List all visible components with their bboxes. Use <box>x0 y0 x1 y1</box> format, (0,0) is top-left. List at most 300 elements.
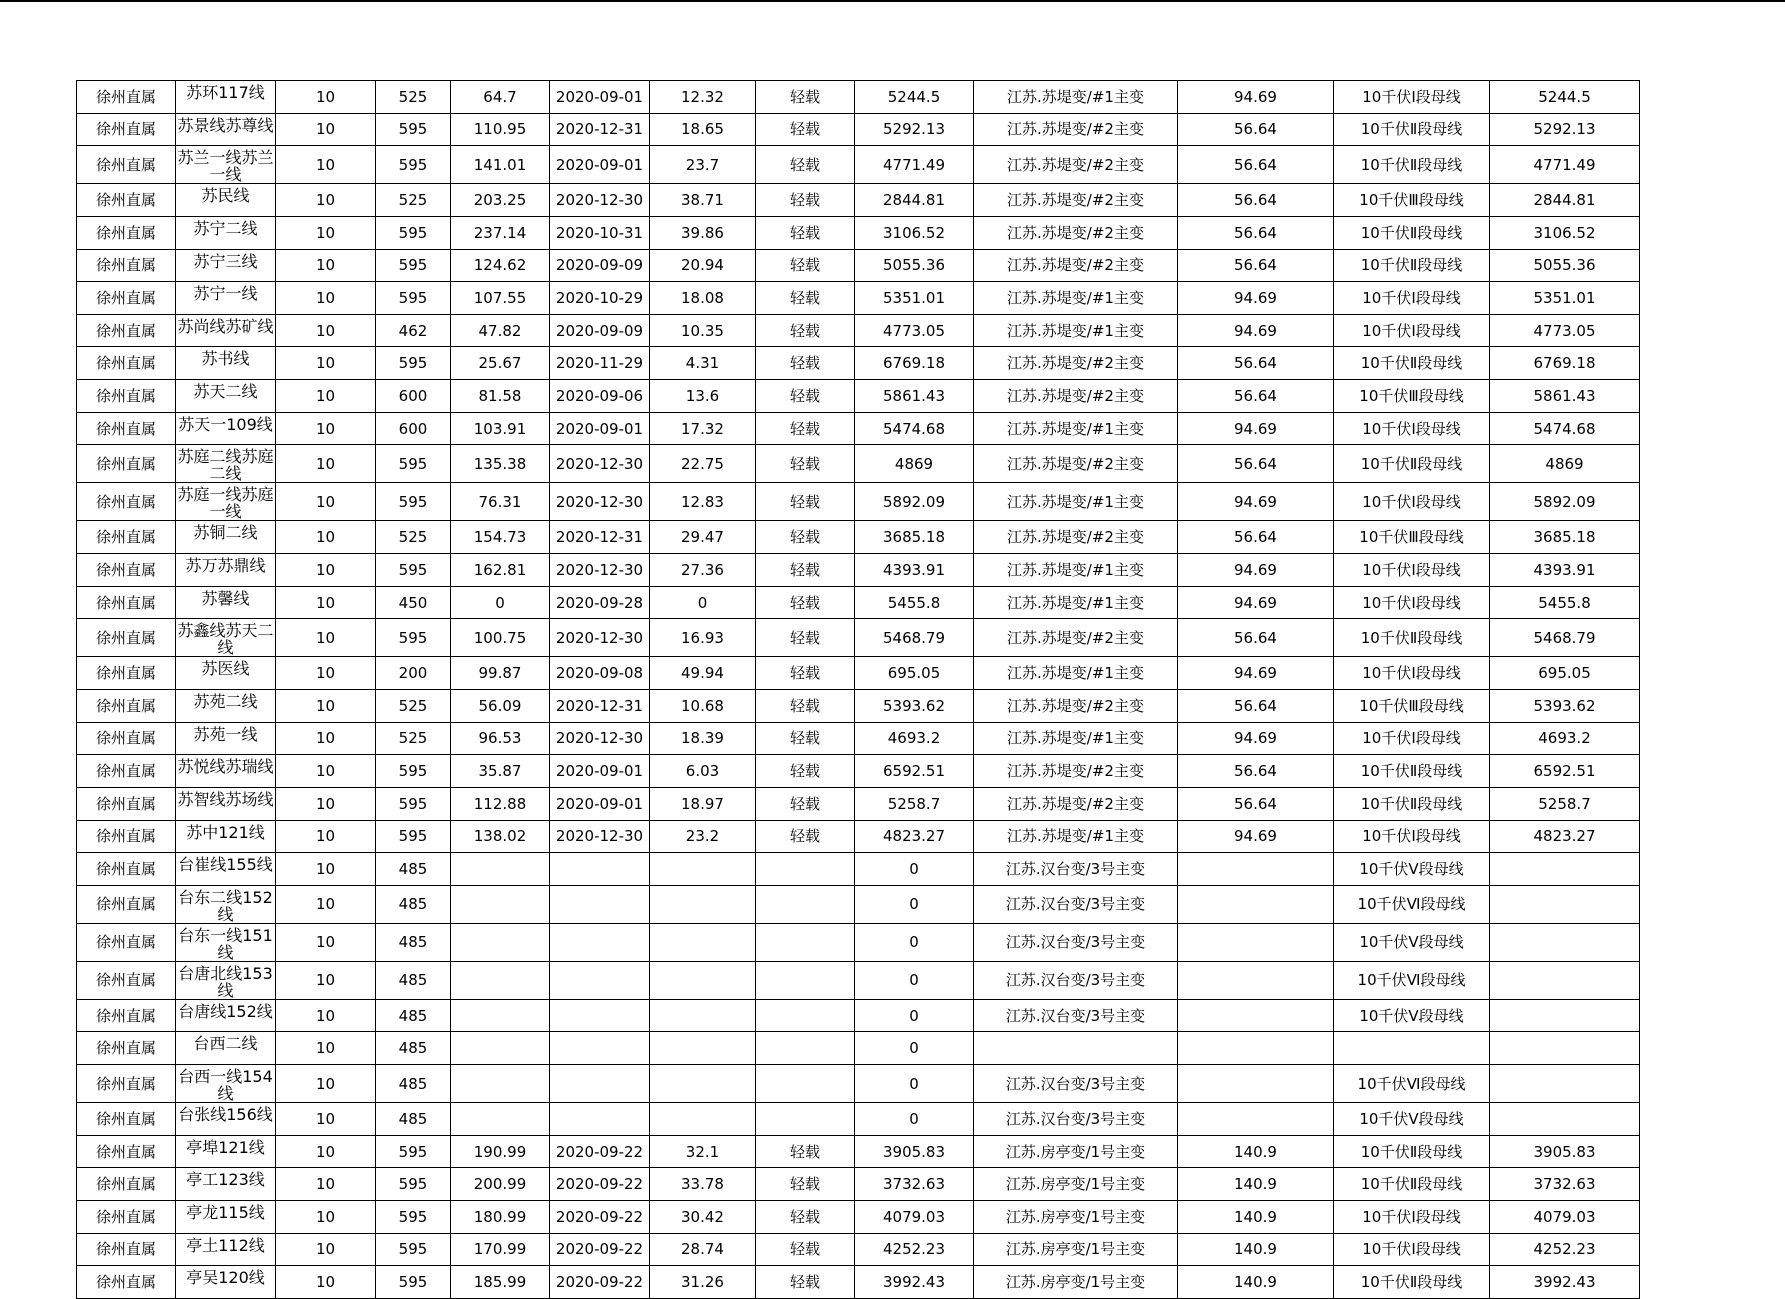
cell-transformer-rate: 94.69 <box>1178 722 1334 755</box>
cell-load-rate <box>650 1103 756 1136</box>
cell-max-load: 100.75 <box>451 619 550 657</box>
cell-branch: 徐州直属 <box>77 146 176 184</box>
cell-load-rate <box>650 1032 756 1065</box>
cell-transformer-rate: 56.64 <box>1178 787 1334 820</box>
cell-substation-transformer: 江苏.苏堤变/#1主变 <box>974 554 1178 587</box>
cell-voltage-kv: 10 <box>276 657 376 690</box>
table-row <box>77 820 1640 853</box>
cell-max-load: 103.91 <box>451 412 550 445</box>
cell-capacity: 600 <box>376 380 451 413</box>
cell-voltage-kv: 10 <box>276 923 376 961</box>
cell-substation-transformer: 江苏.苏堤变/#1主变 <box>974 586 1178 619</box>
cell-capacity: 450 <box>376 586 451 619</box>
cell-max-load-date: 2020-09-22 <box>550 1201 650 1234</box>
cell-rated-value: 0 <box>855 923 974 961</box>
cell-substation-transformer: 江苏.苏堤变/#1主变 <box>974 412 1178 445</box>
cell-max-load-date: 2020-09-01 <box>550 787 650 820</box>
cell-transformer-rate: 94.69 <box>1178 586 1334 619</box>
cell-max-load-date <box>550 999 650 1032</box>
cell-load-status: 轻载 <box>756 554 855 587</box>
cell-line: 苏宁一线 <box>176 282 276 315</box>
cell-line: 亭土112线 <box>176 1233 276 1266</box>
cell-load-rate: 13.6 <box>650 380 756 413</box>
cell-bus-section: 10千伏Ⅱ段母线 <box>1334 146 1490 184</box>
cell-voltage-kv: 10 <box>276 249 376 282</box>
cell-max-load-date <box>550 1065 650 1103</box>
cell-load-rate: 4.31 <box>650 347 756 380</box>
cell-transformer-rate <box>1178 1032 1334 1065</box>
cell-load-rate <box>650 853 756 886</box>
cell-transformer-rate <box>1178 853 1334 886</box>
cell-transformer-rate: 140.9 <box>1178 1201 1334 1234</box>
cell-line: 苏庭一线苏庭一线 <box>176 483 276 521</box>
table-row <box>77 619 1640 657</box>
cell-load-rate: 18.65 <box>650 113 756 146</box>
cell-rated-value: 4869 <box>855 445 974 483</box>
cell-branch: 徐州直属 <box>77 554 176 587</box>
cell-max-load-date: 2020-12-30 <box>550 722 650 755</box>
cell-voltage-kv: 10 <box>276 1135 376 1168</box>
cell-substation-transformer: 江苏.房亭变/1号主变 <box>974 1135 1178 1168</box>
table-row <box>77 923 1640 961</box>
cell-load-status: 轻载 <box>756 282 855 315</box>
cell-load-rate: 33.78 <box>650 1168 756 1201</box>
cell-branch: 徐州直属 <box>77 216 176 249</box>
cell-max-load: 47.82 <box>451 314 550 347</box>
table-row <box>77 961 1640 999</box>
cell-capacity: 595 <box>376 347 451 380</box>
cell-branch: 徐州直属 <box>77 347 176 380</box>
cell-rated-value: 6769.18 <box>855 347 974 380</box>
cell-capacity: 485 <box>376 999 451 1032</box>
cell-max-load-date <box>550 1103 650 1136</box>
cell-max-load-date: 2020-12-31 <box>550 689 650 722</box>
cell-load-rate: 23.2 <box>650 820 756 853</box>
cell-transformer-rate: 56.64 <box>1178 380 1334 413</box>
cell-rated-value: 5292.13 <box>855 113 974 146</box>
cell-voltage-kv: 10 <box>276 184 376 217</box>
cell-last-value: 4393.91 <box>1490 554 1640 587</box>
cell-line: 苏宁三线 <box>176 249 276 282</box>
cell-bus-section: 10千伏Ⅰ段母线 <box>1334 657 1490 690</box>
cell-transformer-rate: 140.9 <box>1178 1168 1334 1201</box>
cell-voltage-kv: 10 <box>276 113 376 146</box>
cell-capacity: 595 <box>376 1266 451 1299</box>
cell-max-load: 56.09 <box>451 689 550 722</box>
cell-max-load-date: 2020-09-01 <box>550 146 650 184</box>
cell-branch: 徐州直属 <box>77 722 176 755</box>
cell-last-value <box>1490 999 1640 1032</box>
table-row <box>77 1032 1640 1065</box>
cell-branch: 徐州直属 <box>77 314 176 347</box>
table-row <box>77 722 1640 755</box>
cell-rated-value: 4773.05 <box>855 314 974 347</box>
cell-line: 苏铜二线 <box>176 521 276 554</box>
cell-load-rate: 10.68 <box>650 689 756 722</box>
cell-max-load-date <box>550 923 650 961</box>
cell-max-load <box>451 1032 550 1065</box>
cell-max-load-date <box>550 853 650 886</box>
cell-bus-section: 10千伏Ⅱ段母线 <box>1334 445 1490 483</box>
cell-max-load-date: 2020-12-30 <box>550 820 650 853</box>
cell-bus-section: 10千伏Ⅰ段母线 <box>1334 820 1490 853</box>
cell-voltage-kv: 10 <box>276 483 376 521</box>
cell-substation-transformer: 江苏.苏堤变/#2主变 <box>974 184 1178 217</box>
cell-max-load: 25.67 <box>451 347 550 380</box>
cell-load-status <box>756 1065 855 1103</box>
cell-voltage-kv: 10 <box>276 961 376 999</box>
cell-load-status: 轻载 <box>756 722 855 755</box>
cell-rated-value: 2844.81 <box>855 184 974 217</box>
cell-rated-value: 5393.62 <box>855 689 974 722</box>
cell-load-status: 轻载 <box>756 216 855 249</box>
cell-substation-transformer: 江苏.汉台变/3号主变 <box>974 853 1178 886</box>
feeder-load-table <box>76 80 1640 1299</box>
cell-load-rate: 20.94 <box>650 249 756 282</box>
cell-last-value: 2844.81 <box>1490 184 1640 217</box>
cell-rated-value: 3106.52 <box>855 216 974 249</box>
cell-branch: 徐州直属 <box>77 483 176 521</box>
cell-transformer-rate: 94.69 <box>1178 820 1334 853</box>
cell-branch: 徐州直属 <box>77 184 176 217</box>
cell-substation-transformer: 江苏.苏堤变/#2主变 <box>974 755 1178 788</box>
cell-line: 苏馨线 <box>176 586 276 619</box>
table-row <box>77 554 1640 587</box>
cell-load-status: 轻载 <box>756 755 855 788</box>
cell-rated-value: 5468.79 <box>855 619 974 657</box>
cell-branch: 徐州直属 <box>77 113 176 146</box>
cell-line: 台唐北线153线 <box>176 961 276 999</box>
cell-max-load: 170.99 <box>451 1233 550 1266</box>
cell-rated-value: 695.05 <box>855 657 974 690</box>
cell-transformer-rate: 94.69 <box>1178 412 1334 445</box>
table-row <box>77 1168 1640 1201</box>
cell-transformer-rate: 56.64 <box>1178 445 1334 483</box>
cell-transformer-rate: 140.9 <box>1178 1266 1334 1299</box>
cell-max-load <box>451 923 550 961</box>
cell-last-value <box>1490 1103 1640 1136</box>
cell-voltage-kv: 10 <box>276 146 376 184</box>
cell-load-status <box>756 885 855 923</box>
cell-rated-value: 3905.83 <box>855 1135 974 1168</box>
cell-capacity: 600 <box>376 412 451 445</box>
cell-transformer-rate: 56.64 <box>1178 755 1334 788</box>
cell-branch: 徐州直属 <box>77 923 176 961</box>
cell-last-value: 5455.8 <box>1490 586 1640 619</box>
cell-line: 苏万苏鼎线 <box>176 554 276 587</box>
cell-load-status: 轻载 <box>756 1201 855 1234</box>
cell-transformer-rate: 56.64 <box>1178 521 1334 554</box>
cell-line: 苏苑二线 <box>176 689 276 722</box>
cell-load-status <box>756 1032 855 1065</box>
cell-rated-value: 5892.09 <box>855 483 974 521</box>
cell-voltage-kv: 10 <box>276 380 376 413</box>
cell-transformer-rate: 94.69 <box>1178 657 1334 690</box>
cell-voltage-kv: 10 <box>276 787 376 820</box>
table-row <box>77 1233 1640 1266</box>
cell-rated-value: 5055.36 <box>855 249 974 282</box>
table-row <box>77 657 1640 690</box>
table-row <box>77 146 1640 184</box>
cell-line: 台崔线155线 <box>176 853 276 886</box>
cell-load-status: 轻载 <box>756 1135 855 1168</box>
cell-branch: 徐州直属 <box>77 787 176 820</box>
cell-last-value: 5055.36 <box>1490 249 1640 282</box>
table-row <box>77 81 1640 114</box>
cell-last-value: 3905.83 <box>1490 1135 1640 1168</box>
cell-line: 亭工123线 <box>176 1168 276 1201</box>
cell-bus-section: 10千伏Ⅱ段母线 <box>1334 113 1490 146</box>
cell-load-status: 轻载 <box>756 249 855 282</box>
cell-branch: 徐州直属 <box>77 961 176 999</box>
cell-line: 台东一线151线 <box>176 923 276 961</box>
cell-max-load-date: 2020-12-30 <box>550 445 650 483</box>
table-row <box>77 999 1640 1032</box>
cell-capacity: 200 <box>376 657 451 690</box>
table-row <box>77 755 1640 788</box>
cell-load-status <box>756 999 855 1032</box>
cell-rated-value: 4823.27 <box>855 820 974 853</box>
cell-transformer-rate: 56.64 <box>1178 689 1334 722</box>
cell-load-status <box>756 1103 855 1136</box>
table-row <box>77 1266 1640 1299</box>
cell-line: 苏苑一线 <box>176 722 276 755</box>
cell-load-status: 轻载 <box>756 586 855 619</box>
cell-bus-section: 10千伏Ⅰ段母线 <box>1334 483 1490 521</box>
cell-load-status: 轻载 <box>756 445 855 483</box>
cell-voltage-kv: 10 <box>276 1266 376 1299</box>
cell-voltage-kv: 10 <box>276 853 376 886</box>
cell-capacity: 595 <box>376 554 451 587</box>
cell-line: 苏天一109线 <box>176 412 276 445</box>
cell-branch: 徐州直属 <box>77 1201 176 1234</box>
cell-substation-transformer: 江苏.苏堤变/#2主变 <box>974 787 1178 820</box>
cell-voltage-kv: 10 <box>276 521 376 554</box>
cell-max-load <box>451 999 550 1032</box>
table-row <box>77 412 1640 445</box>
cell-last-value: 5861.43 <box>1490 380 1640 413</box>
cell-capacity: 595 <box>376 113 451 146</box>
cell-last-value: 5468.79 <box>1490 619 1640 657</box>
cell-last-value: 695.05 <box>1490 657 1640 690</box>
cell-branch: 徐州直属 <box>77 1103 176 1136</box>
cell-branch: 徐州直属 <box>77 999 176 1032</box>
cell-voltage-kv: 10 <box>276 1032 376 1065</box>
cell-rated-value: 0 <box>855 853 974 886</box>
cell-capacity: 485 <box>376 1065 451 1103</box>
cell-last-value: 4771.49 <box>1490 146 1640 184</box>
cell-line: 苏医线 <box>176 657 276 690</box>
cell-substation-transformer: 江苏.苏堤变/#2主变 <box>974 445 1178 483</box>
cell-bus-section: 10千伏Ⅲ段母线 <box>1334 184 1490 217</box>
table-row <box>77 216 1640 249</box>
cell-branch: 徐州直属 <box>77 412 176 445</box>
cell-load-rate: 28.74 <box>650 1233 756 1266</box>
cell-load-status <box>756 961 855 999</box>
cell-branch: 徐州直属 <box>77 689 176 722</box>
cell-bus-section: 10千伏Ⅴ段母线 <box>1334 853 1490 886</box>
cell-line: 苏中121线 <box>176 820 276 853</box>
cell-load-status: 轻载 <box>756 657 855 690</box>
cell-rated-value: 5861.43 <box>855 380 974 413</box>
cell-line: 苏庭二线苏庭二线 <box>176 445 276 483</box>
cell-max-load-date: 2020-11-29 <box>550 347 650 380</box>
cell-capacity: 485 <box>376 885 451 923</box>
cell-last-value: 4869 <box>1490 445 1640 483</box>
cell-substation-transformer: 江苏.汉台变/3号主变 <box>974 1103 1178 1136</box>
cell-load-status: 轻载 <box>756 483 855 521</box>
cell-load-rate: 0 <box>650 586 756 619</box>
cell-last-value <box>1490 853 1640 886</box>
cell-bus-section: 10千伏Ⅰ段母线 <box>1334 282 1490 315</box>
table-row <box>77 1103 1640 1136</box>
cell-max-load <box>451 853 550 886</box>
cell-bus-section: 10千伏Ⅰ段母线 <box>1334 412 1490 445</box>
cell-capacity: 595 <box>376 755 451 788</box>
cell-line: 苏环117线 <box>176 81 276 114</box>
cell-bus-section: 10千伏Ⅰ段母线 <box>1334 1233 1490 1266</box>
cell-capacity: 525 <box>376 81 451 114</box>
cell-line: 亭吴120线 <box>176 1266 276 1299</box>
cell-max-load <box>451 1103 550 1136</box>
cell-load-rate: 18.97 <box>650 787 756 820</box>
cell-load-rate: 18.39 <box>650 722 756 755</box>
cell-last-value: 6769.18 <box>1490 347 1640 380</box>
cell-transformer-rate: 56.64 <box>1178 113 1334 146</box>
cell-max-load-date: 2020-12-31 <box>550 113 650 146</box>
cell-load-status: 轻载 <box>756 146 855 184</box>
cell-capacity: 525 <box>376 689 451 722</box>
cell-max-load: 162.81 <box>451 554 550 587</box>
cell-line: 苏景线苏尊线 <box>176 113 276 146</box>
cell-line: 台张线156线 <box>176 1103 276 1136</box>
table-row <box>77 184 1640 217</box>
cell-load-rate: 30.42 <box>650 1201 756 1234</box>
cell-max-load <box>451 885 550 923</box>
cell-transformer-rate: 94.69 <box>1178 483 1334 521</box>
cell-line: 苏兰一线苏兰一线 <box>176 146 276 184</box>
cell-capacity: 595 <box>376 619 451 657</box>
cell-bus-section: 10千伏Ⅵ段母线 <box>1334 885 1490 923</box>
cell-rated-value: 3992.43 <box>855 1266 974 1299</box>
cell-load-status: 轻载 <box>756 81 855 114</box>
cell-last-value <box>1490 923 1640 961</box>
cell-bus-section: 10千伏Ⅴ段母线 <box>1334 1103 1490 1136</box>
cell-substation-transformer: 江苏.苏堤变/#2主变 <box>974 521 1178 554</box>
cell-branch: 徐州直属 <box>77 755 176 788</box>
table-row <box>77 787 1640 820</box>
cell-max-load: 203.25 <box>451 184 550 217</box>
cell-substation-transformer: 江苏.苏堤变/#2主变 <box>974 689 1178 722</box>
table-row <box>77 1065 1640 1103</box>
table-row <box>77 885 1640 923</box>
cell-capacity: 462 <box>376 314 451 347</box>
cell-transformer-rate: 56.64 <box>1178 619 1334 657</box>
cell-voltage-kv: 10 <box>276 314 376 347</box>
table-row <box>77 314 1640 347</box>
cell-max-load: 185.99 <box>451 1266 550 1299</box>
cell-rated-value: 6592.51 <box>855 755 974 788</box>
cell-load-rate: 31.26 <box>650 1266 756 1299</box>
cell-bus-section: 10千伏Ⅰ段母线 <box>1334 314 1490 347</box>
cell-load-rate: 39.86 <box>650 216 756 249</box>
cell-voltage-kv: 10 <box>276 1201 376 1234</box>
cell-capacity: 595 <box>376 787 451 820</box>
cell-capacity: 595 <box>376 249 451 282</box>
cell-voltage-kv: 10 <box>276 999 376 1032</box>
cell-load-rate <box>650 1065 756 1103</box>
cell-max-load <box>451 1065 550 1103</box>
cell-rated-value: 0 <box>855 961 974 999</box>
cell-branch: 徐州直属 <box>77 820 176 853</box>
cell-max-load: 107.55 <box>451 282 550 315</box>
cell-branch: 徐州直属 <box>77 586 176 619</box>
cell-rated-value: 0 <box>855 999 974 1032</box>
cell-capacity: 595 <box>376 1135 451 1168</box>
cell-max-load: 76.31 <box>451 483 550 521</box>
cell-branch: 徐州直属 <box>77 1065 176 1103</box>
cell-voltage-kv: 10 <box>276 722 376 755</box>
cell-branch: 徐州直属 <box>77 853 176 886</box>
cell-branch: 徐州直属 <box>77 885 176 923</box>
cell-voltage-kv: 10 <box>276 586 376 619</box>
cell-branch: 徐州直属 <box>77 1135 176 1168</box>
cell-bus-section: 10千伏Ⅱ段母线 <box>1334 249 1490 282</box>
cell-max-load: 138.02 <box>451 820 550 853</box>
cell-load-status: 轻载 <box>756 521 855 554</box>
cell-transformer-rate: 94.69 <box>1178 554 1334 587</box>
cell-max-load-date: 2020-09-01 <box>550 755 650 788</box>
cell-load-rate: 29.47 <box>650 521 756 554</box>
cell-voltage-kv: 10 <box>276 1103 376 1136</box>
cell-max-load-date: 2020-09-08 <box>550 657 650 690</box>
cell-bus-section: 10千伏Ⅱ段母线 <box>1334 1266 1490 1299</box>
cell-capacity: 485 <box>376 961 451 999</box>
cell-load-status: 轻载 <box>756 347 855 380</box>
cell-transformer-rate: 94.69 <box>1178 282 1334 315</box>
cell-voltage-kv: 10 <box>276 689 376 722</box>
cell-bus-section: 10千伏Ⅰ段母线 <box>1334 554 1490 587</box>
table-row <box>77 586 1640 619</box>
cell-voltage-kv: 10 <box>276 347 376 380</box>
cell-last-value <box>1490 1065 1640 1103</box>
cell-max-load: 0 <box>451 586 550 619</box>
cell-bus-section: 10千伏Ⅲ段母线 <box>1334 689 1490 722</box>
cell-last-value: 5351.01 <box>1490 282 1640 315</box>
cell-last-value: 5393.62 <box>1490 689 1640 722</box>
cell-max-load-date: 2020-12-30 <box>550 619 650 657</box>
cell-rated-value: 4079.03 <box>855 1201 974 1234</box>
cell-line: 亭埠121线 <box>176 1135 276 1168</box>
cell-load-status: 轻载 <box>756 113 855 146</box>
cell-transformer-rate <box>1178 923 1334 961</box>
table-row <box>77 347 1640 380</box>
cell-bus-section: 10千伏Ⅲ段母线 <box>1334 521 1490 554</box>
cell-substation-transformer: 江苏.苏堤变/#2主变 <box>974 113 1178 146</box>
cell-load-rate <box>650 885 756 923</box>
cell-max-load: 112.88 <box>451 787 550 820</box>
cell-line: 苏书线 <box>176 347 276 380</box>
cell-load-rate: 18.08 <box>650 282 756 315</box>
cell-transformer-rate: 56.64 <box>1178 184 1334 217</box>
cell-bus-section: 10千伏Ⅴ段母线 <box>1334 923 1490 961</box>
cell-transformer-rate <box>1178 961 1334 999</box>
cell-substation-transformer: 江苏.苏堤变/#2主变 <box>974 347 1178 380</box>
cell-branch: 徐州直属 <box>77 1168 176 1201</box>
cell-rated-value: 5351.01 <box>855 282 974 315</box>
cell-line: 苏尚线苏矿线 <box>176 314 276 347</box>
cell-bus-section: 10千伏Ⅴ段母线 <box>1334 999 1490 1032</box>
